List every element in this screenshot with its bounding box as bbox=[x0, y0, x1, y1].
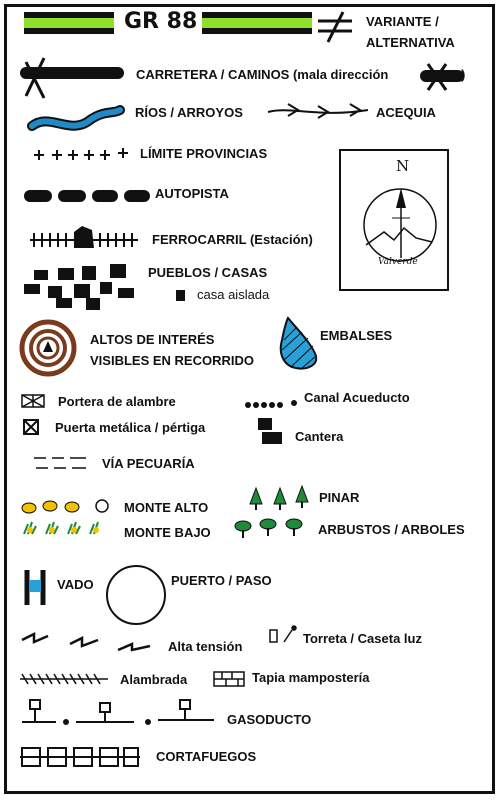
variante-label-line1: VARIANTE / bbox=[366, 14, 439, 29]
autopista-label: AUTOPISTA bbox=[155, 186, 229, 201]
monte-bajo-symbol bbox=[24, 522, 99, 534]
pinar-label: PINAR bbox=[319, 490, 360, 505]
compass-north-label: N bbox=[396, 157, 410, 175]
pueblos-label: PUEBLOS / CASAS bbox=[148, 265, 268, 280]
altos-label-line2: VISIBLES EN RECORRIDO bbox=[90, 353, 254, 368]
via-pecuaria-label: VÍA PECUARÍA bbox=[102, 456, 195, 471]
gr-trail-symbol-right bbox=[202, 12, 312, 34]
acequia-label: ACEQUIA bbox=[376, 105, 436, 120]
estacion-icon bbox=[74, 226, 94, 248]
monte-bajo-label: MONTE BAJO bbox=[124, 525, 211, 540]
arbustos-symbol bbox=[235, 519, 302, 538]
gr-trail-title: GR 88 bbox=[124, 9, 198, 34]
acequia-symbol bbox=[268, 104, 368, 118]
rios-label: RÍOS / ARROYOS bbox=[135, 105, 243, 120]
ferrocarril-label: FERROCARRIL (Estación) bbox=[152, 232, 313, 247]
monte-alto-label: MONTE ALTO bbox=[124, 500, 209, 515]
cortafuegos-symbol bbox=[20, 748, 140, 766]
altos-symbol bbox=[22, 322, 74, 374]
alambrada-symbol bbox=[20, 674, 108, 684]
portera-symbol bbox=[22, 395, 44, 407]
carretera-label-close: ) bbox=[461, 67, 466, 82]
arbustos-label: ARBUSTOS / ARBOLES bbox=[318, 522, 465, 537]
variante-label-line2: ALTERNATIVA bbox=[366, 35, 455, 50]
canal-label: Canal Acueducto bbox=[304, 390, 410, 405]
altos-label-line1: ALTOS DE INTERÉS bbox=[90, 332, 215, 347]
monte-alto-symbol bbox=[22, 500, 108, 513]
via-pecuaria-symbol bbox=[34, 458, 86, 468]
vado-symbol bbox=[27, 570, 43, 605]
autopista-symbol bbox=[24, 190, 150, 202]
casa-aislada-icon bbox=[176, 290, 185, 301]
puerto-label: PUERTO / PASO bbox=[171, 573, 272, 588]
puerta-metalica-label: Puerta metálica / pértiga bbox=[55, 420, 206, 435]
gasoducto-label: GASODUCTO bbox=[227, 712, 312, 727]
cortafuegos-label: CORTAFUEGOS bbox=[156, 749, 257, 764]
alambrada-label: Alambrada bbox=[120, 672, 188, 687]
gasoducto-symbol bbox=[22, 700, 214, 724]
variante-symbol bbox=[318, 12, 352, 42]
cantera-label: Cantera bbox=[295, 429, 344, 444]
compass-signature: Valverde bbox=[378, 257, 418, 267]
alta-tension-label: Alta tensión bbox=[168, 639, 243, 654]
mala-direccion-symbol bbox=[426, 64, 458, 90]
torreta-symbol bbox=[270, 626, 296, 642]
limite-symbol bbox=[34, 148, 128, 160]
canal-symbol bbox=[245, 400, 297, 408]
carretera-symbol bbox=[26, 58, 118, 98]
puerta-metalica-symbol bbox=[24, 420, 38, 434]
embalses-label: EMBALSES bbox=[320, 328, 393, 343]
alta-tension-symbol bbox=[22, 634, 150, 650]
vado-label: VADO bbox=[57, 577, 94, 592]
cantera-symbol bbox=[258, 418, 282, 444]
limite-label: LÍMITE PROVINCIAS bbox=[140, 146, 268, 161]
tapia-symbol bbox=[214, 672, 244, 686]
casa-aislada-label: casa aislada bbox=[197, 287, 270, 302]
carretera-label: CARRETERA / CAMINOS (mala dirección bbox=[136, 67, 389, 82]
rio-symbol bbox=[32, 110, 120, 126]
gr-trail-symbol-left bbox=[24, 12, 114, 34]
torreta-label: Torreta / Caseta luz bbox=[303, 631, 422, 646]
embalse-symbol bbox=[281, 318, 316, 369]
pinar-symbol bbox=[250, 486, 308, 510]
puerto-symbol bbox=[107, 566, 165, 624]
portera-label: Portera de alambre bbox=[58, 394, 176, 409]
pueblos-symbol bbox=[24, 264, 134, 310]
tapia-label: Tapia mampostería bbox=[252, 670, 370, 685]
